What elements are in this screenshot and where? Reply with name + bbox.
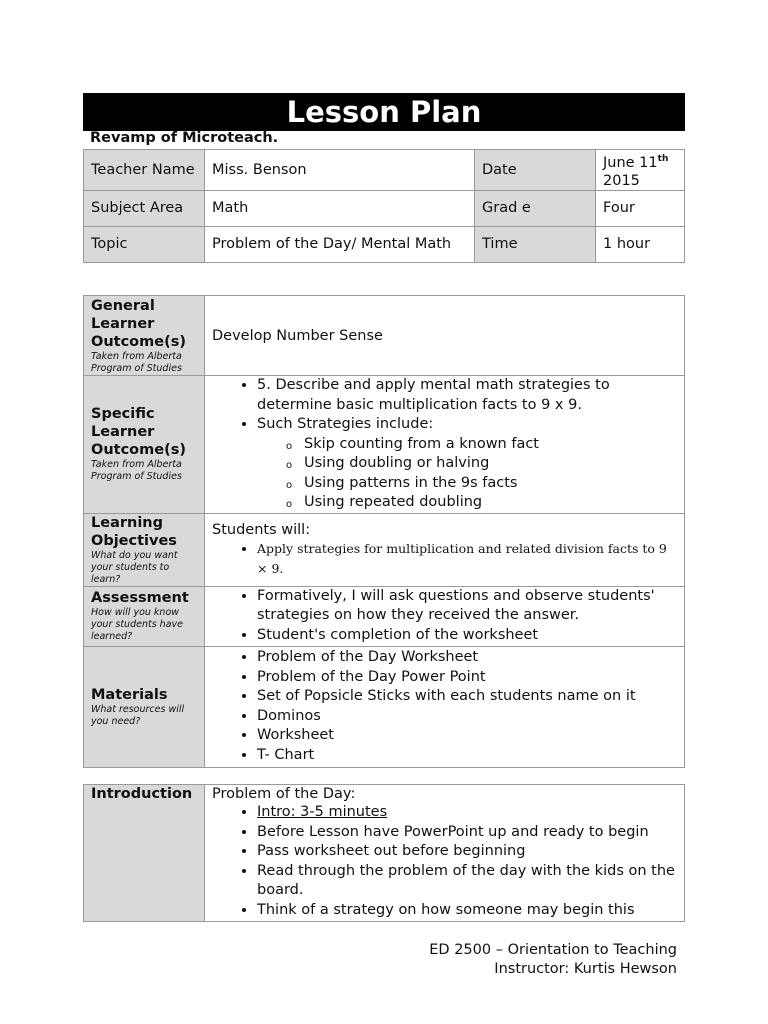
materials-label: Materials [91, 686, 168, 703]
teacher-label: Teacher Name [84, 150, 205, 191]
materials-content [205, 646, 685, 767]
obj-label: Learning Objectives [91, 514, 177, 549]
list-item: • Worksheet [257, 726, 677, 746]
list-item: • Student's completion of the worksheet [257, 626, 677, 646]
list-item: • Apply strategies for multiplication and related division facts to 9 × 9. [257, 539, 677, 578]
intro-label-cell [84, 785, 205, 922]
time-value: 1 hour [596, 226, 685, 262]
list-item: • T- Chart [257, 746, 677, 766]
grade-label: Grad e [475, 190, 596, 226]
obj-intro: Students will: [212, 522, 311, 538]
list-item: o Using patterns in the 9s facts [304, 474, 677, 494]
teacher-value: Miss. Benson [205, 150, 475, 191]
list-item: • Problem of the Day Worksheet [257, 648, 677, 668]
time-label: Time [475, 226, 596, 262]
list-item: • Read through the problem of the day with the kids on the board. [257, 862, 677, 901]
subject-value: Math [205, 190, 475, 226]
slo-label: Specific Learner Outcome(s) [91, 406, 186, 459]
intro-content [205, 785, 685, 922]
slo-content [205, 376, 685, 514]
obj-note: What do you want your students to learn? [91, 549, 178, 585]
outcomes-table [83, 295, 685, 768]
list-item: • Formatively, I will ask questions and observe students' strategies on how they received the answer. [257, 587, 677, 626]
intro-heading: Problem of the Day: [212, 786, 356, 802]
topic-label: Topic [84, 226, 205, 262]
list-item: o Skip counting from a known fact [304, 435, 677, 455]
date-label: Date [475, 150, 596, 191]
list-item: • Set of Popsicle Sticks with each students name on it [257, 687, 677, 707]
obj-label-cell [84, 513, 205, 586]
date-value: June 11th 2015 [596, 150, 685, 191]
list-item: • Pass worksheet out before beginning [257, 842, 677, 862]
slo-note: Taken from Alberta Program of Studies [91, 459, 182, 483]
list-item: o Using repeated doubling [304, 493, 677, 513]
list-item: • 5. Describe and apply mental math strategies to determine basic multiplication facts to 9 x 9. [257, 376, 677, 415]
slo-label-cell [84, 376, 205, 514]
subject-label: Subject Area [84, 190, 205, 226]
glo-value: Develop Number Sense [205, 296, 685, 376]
glo-label: General Learner Outcome(s) [91, 297, 186, 350]
list-item: • Intro: 3-5 minutes [257, 803, 677, 823]
info-table [83, 149, 685, 263]
list-item: • Dominos [257, 707, 677, 727]
page-title: Lesson Plan [83, 93, 685, 131]
assess-label: Assessment [91, 590, 189, 606]
introduction-table [83, 784, 685, 922]
assess-note: How will you know your students have learned? [91, 607, 183, 642]
subtitle: Revamp of Microteach. [90, 130, 279, 146]
list-item: o Using doubling or halving [304, 454, 677, 474]
footer-instructor: Instructor: Kurtis Hewson [494, 961, 677, 977]
list-item: • Before Lesson have PowerPoint up and ready to begin [257, 823, 677, 843]
footer [429, 941, 677, 979]
glo-label-cell [84, 296, 205, 376]
assess-content [205, 586, 685, 646]
list-item: • Such Strategies include: [257, 415, 677, 435]
topic-value: Problem of the Day/ Mental Math [205, 226, 475, 262]
glo-note: Taken from Alberta Program of Studies [91, 350, 182, 374]
grade-value: Four [596, 190, 685, 226]
list-item: • Think of a strategy on how someone may begin this [257, 901, 677, 921]
materials-label-cell [84, 646, 205, 767]
intro-label: Introduction [91, 786, 193, 802]
list-item: • Problem of the Day Power Point [257, 668, 677, 688]
assess-label-cell [84, 586, 205, 646]
obj-content [205, 513, 685, 586]
footer-course: ED 2500 – Orientation to Teaching [429, 942, 677, 958]
materials-note: What resources will you need? [91, 703, 185, 727]
